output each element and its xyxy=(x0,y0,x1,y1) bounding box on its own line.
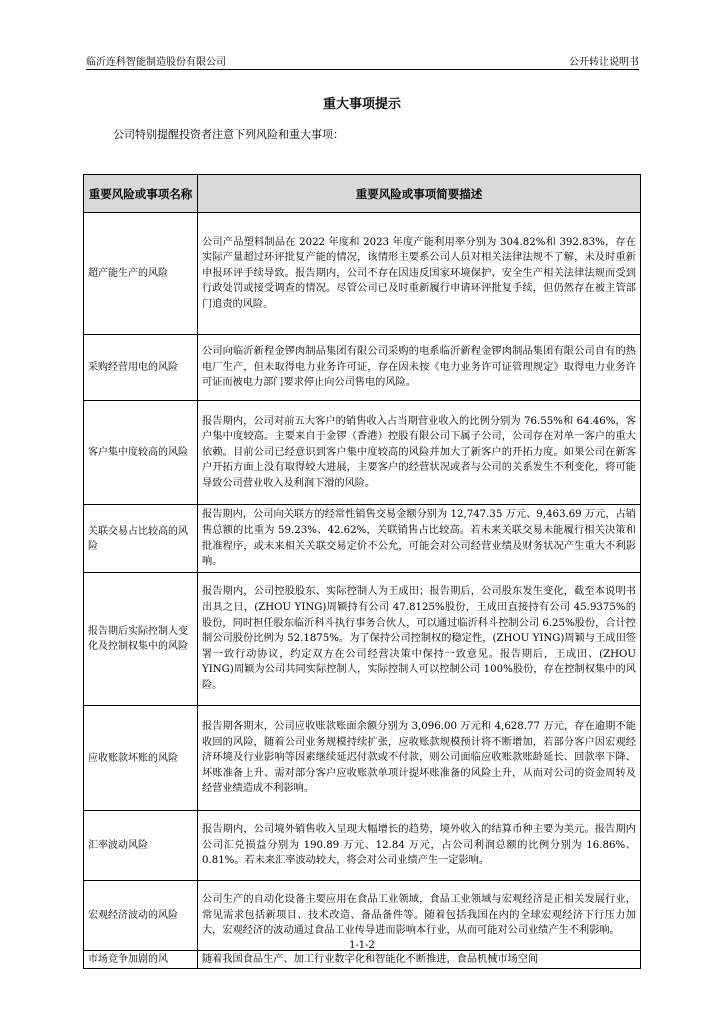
risk-name: 报告期后实际控制人变化及控制权集中的风险 xyxy=(84,573,198,706)
risk-desc-text: 随着我国食品生产、加工行业数字化和智能化不断推进，食品机械市场空间 xyxy=(202,953,539,965)
risk-name: 应收账款坏账的风险 xyxy=(84,706,198,811)
risk-desc xyxy=(198,401,641,505)
risk-desc-text: 公司向临沂新程金锣肉制品集团有限公司采购的电系临沂新程金锣肉制品集团有限公司自有的热电厂生产，但未取得电力业务许可证，存在因未按《电力业务许可证管理规定》取得电力业务许可证而被电力部门要求停止向公司售电的风险。 xyxy=(202,346,636,389)
risk-desc-text: 公司生产的自动化设备主要应用在食品工业领域，食品工业领域与宏观经济是正相关发展行业，常见需求包括新项目、技术改造、备品备件等。随着包括我国在内的全球宏观经济下行压力加大，宏观经济的波动通过食品工业传导进而影响本行业，从而可能对公司业绩产生不利影响。 xyxy=(202,894,636,937)
table-row xyxy=(84,811,641,881)
risk-name: 汇率波动风险 xyxy=(84,811,198,881)
header-company: 临沂连科智能制造股份有限公司 xyxy=(86,57,226,68)
risk-desc xyxy=(198,706,641,811)
risk-name: 客户集中度较高的风险 xyxy=(84,401,198,505)
table-row xyxy=(84,213,641,335)
risk-desc xyxy=(198,951,641,969)
page-number: 1-1-2 xyxy=(349,940,375,951)
table-row xyxy=(84,573,641,706)
page-header xyxy=(86,52,639,68)
risk-name: 市场竞争加剧的风 xyxy=(84,951,198,969)
risk-name: 宏观经济波动的风险 xyxy=(84,881,198,951)
header-rule xyxy=(86,69,639,70)
risk-desc-text: 报告期内，公司向关联方的经常性销售交易金额分别为 12,747.35 万元、9,463.69 万元，占销售总额的比重为 59.23%、42.62%，关联销售占比较高。若未来关联交易未能履行相关决策和批准程序，或未来相关关联交易定价不公允，可能会对公司经营业绩及财务状况产生重大不利影响。 xyxy=(202,509,636,568)
risk-name: 采购经营用电的风险 xyxy=(84,335,198,401)
risk-desc-text: 报告期内，公司境外销售收入呈现大幅增长的趋势，境外收入的结算币种主要为美元。报告期内公司汇兑损益分别为 190.89 万元、12.84 万元，占公司利润总额的比例分别为 16.86%、0.81%。若未来汇率波动较大，将会对公司业绩产生一定影响。 xyxy=(202,824,636,867)
col-header-desc: 重要风险或事项简要描述 xyxy=(198,175,641,213)
page-title: 重大事项提示 xyxy=(322,97,401,112)
risk-desc xyxy=(198,505,641,573)
risk-desc-text: 报告期内，公司对前五大客户的销售收入占当期营业收入的比例分别为 76.55%和 64.46%，客户集中度较高。主要来自于金锣（香港）控股有限公司下属子公司，公司存在对单一客户的重大依赖。目前公司已经意识到客户集中度较高的风险并加大了新客户的开拓力度。如果公司在新客户开拓方面上没有取得较大进展，主要客户的经营状况或者与公司的关系发生不利变化，将可能导致公司营业收入及利润下滑的风险。 xyxy=(202,415,636,489)
table-row xyxy=(84,505,641,573)
risk-desc xyxy=(198,811,641,881)
risk-name: 关联交易占比较高的风险 xyxy=(84,505,198,573)
col-header-name: 重要风险或事项名称 xyxy=(84,175,198,213)
risk-desc xyxy=(198,573,641,706)
risk-desc xyxy=(198,213,641,335)
header-doc-type: 公开转让说明书 xyxy=(569,57,639,68)
risk-desc-text: 公司产品塑料制品在 2022 年度和 2023 年度产能利用率分别为 304.82%和 392.83%，存在实际产量超过环评批复产能的情况，该情形主要系公司人员对相关法律法规不了解，未及时重新申报环评手续导致。报告期内，公司不存在因违反国家环境保护、安全生产相关法律法规而受到行政处罚或接受调查的情况。尽管公司已及时重新履行申请环评批复手续，但仍然存在被主管部门追责的风险。 xyxy=(202,236,636,310)
risk-name: 超产能生产的风险 xyxy=(84,213,198,335)
risk-table xyxy=(83,174,641,969)
risk-desc xyxy=(198,335,641,401)
risk-desc-text: 报告期各期末，公司应收账款账面余额分别为 3,096.00 万元和 4,628.77 万元，存在逾期不能收回的风险，随着公司业务规模持续扩张，应收账款规模预计将不断增加，若部分客户因宏观经济环境及行业影响等因素继续延迟付款或不付款，则公司面临应收账款账龄延长、回款率下降、坏账准备上升、需对部分客户应收账款单项计提坏账准备的风险上升，从而对公司的资金周转及经营业绩造成不利影响。 xyxy=(202,721,636,795)
table-row xyxy=(84,335,641,401)
table-row xyxy=(84,706,641,811)
intro-paragraph: 公司特别提醒投资者注意下列风险和重大事项： xyxy=(113,128,344,141)
table-header-row xyxy=(84,175,641,213)
risk-desc-text: 报告期内，公司控股股东、实际控制人为王成田；报告期后，公司股东发生变化，截至本说明书出具之日，(ZHOU YING)周颖持有公司 47.8125%股份，王成田直接持有公司 45.9375%的股份，同时担任股东临沂科斗执行事务合伙人，可以通过临沂科斗控制公司 6.25%股份，合计控制公司股份比例为 52.1875%。为了保持公司控制权的稳定性，(ZHOU YING)周颖与王成田签署一致行动协议，约定双方在公司经营决策中保持一致意见。报告期后，王成田、(ZHOU YING)周颖为公司共同实际控制人，实际控制人可以控制公司 100%股份，存在控制权集中的风险。 xyxy=(202,586,636,691)
table-row xyxy=(84,951,641,969)
table-row xyxy=(84,401,641,505)
